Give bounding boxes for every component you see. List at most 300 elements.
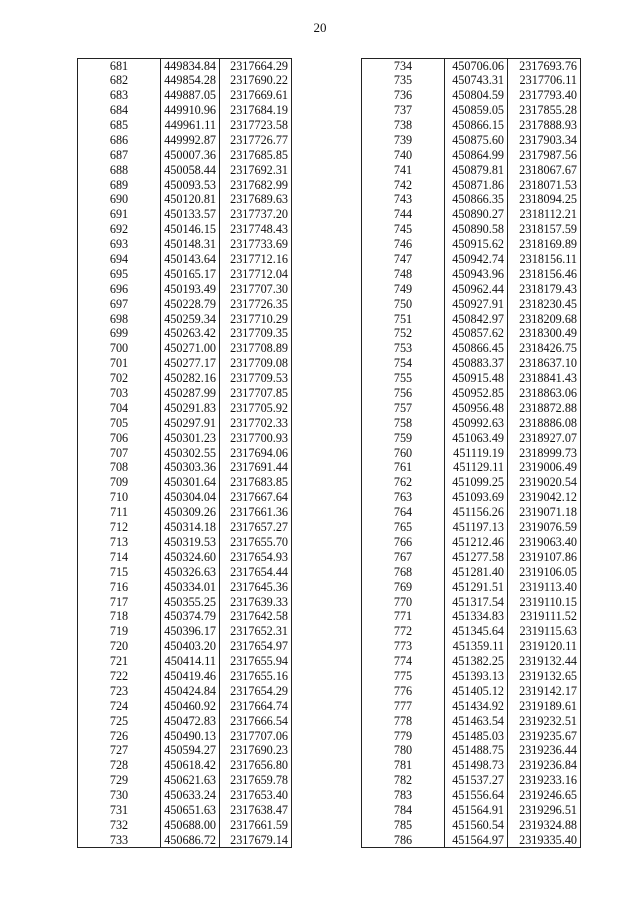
x-coordinate-cell: 451382.25: [445, 654, 508, 669]
y-coordinate-cell: 2317737.20: [220, 207, 292, 222]
point-number-cell: 774: [362, 654, 445, 669]
y-coordinate-cell: 2318112.21: [508, 207, 581, 222]
table-row: [362, 669, 581, 684]
table-row: [78, 88, 292, 103]
y-coordinate-cell: 2317682.99: [220, 178, 292, 193]
y-coordinate-cell: 2317661.59: [220, 818, 292, 833]
point-number-cell: 686: [78, 133, 161, 148]
x-coordinate-cell: 451434.92: [445, 699, 508, 714]
point-number-cell: 693: [78, 237, 161, 252]
point-number-cell: 689: [78, 178, 161, 193]
point-number-cell: 728: [78, 758, 161, 773]
x-coordinate-cell: 451556.64: [445, 788, 508, 803]
x-coordinate-cell: 450355.25: [161, 595, 220, 610]
x-coordinate-cell: 450879.81: [445, 163, 508, 178]
y-coordinate-cell: 2317654.93: [220, 550, 292, 565]
x-coordinate-cell: 450314.18: [161, 520, 220, 535]
x-coordinate-cell: 450864.99: [445, 148, 508, 163]
point-number-cell: 725: [78, 714, 161, 729]
x-coordinate-cell: 451463.54: [445, 714, 508, 729]
table-row: [362, 163, 581, 178]
point-number-cell: 776: [362, 684, 445, 699]
x-coordinate-cell: 449834.84: [161, 59, 220, 74]
y-coordinate-cell: 2317654.44: [220, 565, 292, 580]
y-coordinate-cell: 2318094.25: [508, 193, 581, 208]
table-row: [362, 729, 581, 744]
x-coordinate-cell: 450472.83: [161, 714, 220, 729]
point-number-cell: 720: [78, 639, 161, 654]
page-number: 20: [313, 20, 327, 35]
y-coordinate-cell: 2318156.46: [508, 267, 581, 282]
table-row: [78, 714, 292, 729]
table-row: [362, 118, 581, 133]
y-coordinate-cell: 2318300.49: [508, 327, 581, 342]
y-coordinate-cell: 2317710.29: [220, 312, 292, 327]
table-row: [362, 639, 581, 654]
x-coordinate-cell: 451063.49: [445, 431, 508, 446]
point-number-cell: 729: [78, 773, 161, 788]
coordinates-table-right-body: [362, 59, 581, 848]
x-coordinate-cell: 450890.27: [445, 207, 508, 222]
table-row: [362, 88, 581, 103]
table-row: [78, 550, 292, 565]
point-number-cell: 681: [78, 59, 161, 74]
x-coordinate-cell: 451560.54: [445, 818, 508, 833]
x-coordinate-cell: 450686.72: [161, 833, 220, 848]
table-row: [362, 133, 581, 148]
table-row: [78, 654, 292, 669]
point-number-cell: 745: [362, 222, 445, 237]
x-coordinate-cell: 450915.62: [445, 237, 508, 252]
table-row: [362, 312, 581, 327]
coordinates-table-left-body: [78, 59, 292, 848]
x-coordinate-cell: 450271.00: [161, 341, 220, 356]
point-number-cell: 699: [78, 327, 161, 342]
point-number-cell: 698: [78, 312, 161, 327]
table-row: [78, 312, 292, 327]
table-row: [78, 803, 292, 818]
table-row: [78, 267, 292, 282]
y-coordinate-cell: 2318067.67: [508, 163, 581, 178]
point-number-cell: 746: [362, 237, 445, 252]
y-coordinate-cell: 2317638.47: [220, 803, 292, 818]
x-coordinate-cell: 450301.64: [161, 475, 220, 490]
x-coordinate-cell: 449910.96: [161, 103, 220, 118]
point-number-cell: 718: [78, 609, 161, 624]
y-coordinate-cell: 2317654.97: [220, 639, 292, 654]
point-number-cell: 775: [362, 669, 445, 684]
table-row: [78, 103, 292, 118]
table-row: [362, 684, 581, 699]
coordinates-table-right: [361, 58, 581, 848]
x-coordinate-cell: 450165.17: [161, 267, 220, 282]
x-coordinate-cell: 450277.17: [161, 356, 220, 371]
point-number-cell: 706: [78, 431, 161, 446]
y-coordinate-cell: 2317679.14: [220, 833, 292, 848]
point-number-cell: 721: [78, 654, 161, 669]
point-number-cell: 697: [78, 297, 161, 312]
point-number-cell: 688: [78, 163, 161, 178]
point-number-cell: 784: [362, 803, 445, 818]
point-number-cell: 714: [78, 550, 161, 565]
point-number-cell: 712: [78, 520, 161, 535]
point-number-cell: 754: [362, 356, 445, 371]
y-coordinate-cell: 2319111.52: [508, 609, 581, 624]
x-coordinate-cell: 451488.75: [445, 743, 508, 758]
y-coordinate-cell: 2317705.92: [220, 401, 292, 416]
table-row: [362, 148, 581, 163]
table-row: [362, 73, 581, 88]
point-number-cell: 735: [362, 73, 445, 88]
y-coordinate-cell: 2317707.06: [220, 729, 292, 744]
x-coordinate-cell: 451359.11: [445, 639, 508, 654]
y-coordinate-cell: 2317655.70: [220, 535, 292, 550]
table-row: [78, 148, 292, 163]
point-number-cell: 782: [362, 773, 445, 788]
table-row: [78, 327, 292, 342]
x-coordinate-cell: 450093.53: [161, 178, 220, 193]
point-number-cell: 763: [362, 490, 445, 505]
table-row: [78, 252, 292, 267]
table-row: [362, 193, 581, 208]
y-coordinate-cell: 2318156.11: [508, 252, 581, 267]
x-coordinate-cell: 449887.05: [161, 88, 220, 103]
y-coordinate-cell: 2319106.05: [508, 565, 581, 580]
x-coordinate-cell: 450374.79: [161, 609, 220, 624]
y-coordinate-cell: 2318841.43: [508, 371, 581, 386]
table-row: [78, 386, 292, 401]
y-coordinate-cell: 2317690.23: [220, 743, 292, 758]
y-coordinate-cell: 2318071.53: [508, 178, 581, 193]
table-row: [78, 490, 292, 505]
y-coordinate-cell: 2319236.84: [508, 758, 581, 773]
table-row: [362, 237, 581, 252]
x-coordinate-cell: 450334.01: [161, 580, 220, 595]
x-coordinate-cell: 450688.00: [161, 818, 220, 833]
point-number-cell: 724: [78, 699, 161, 714]
point-number-cell: 730: [78, 788, 161, 803]
y-coordinate-cell: 2318169.89: [508, 237, 581, 252]
y-coordinate-cell: 2317726.35: [220, 297, 292, 312]
point-number-cell: 759: [362, 431, 445, 446]
point-number-cell: 783: [362, 788, 445, 803]
point-number-cell: 750: [362, 297, 445, 312]
table-row: [362, 565, 581, 580]
point-number-cell: 758: [362, 416, 445, 431]
y-coordinate-cell: 2319042.12: [508, 490, 581, 505]
y-coordinate-cell: 2319232.51: [508, 714, 581, 729]
table-row: [78, 505, 292, 520]
point-number-cell: 731: [78, 803, 161, 818]
x-coordinate-cell: 450419.46: [161, 669, 220, 684]
y-coordinate-cell: 2317642.58: [220, 609, 292, 624]
y-coordinate-cell: 2319296.51: [508, 803, 581, 818]
y-coordinate-cell: 2317709.08: [220, 356, 292, 371]
table-row: [78, 431, 292, 446]
y-coordinate-cell: 2319132.44: [508, 654, 581, 669]
x-coordinate-cell: 451564.91: [445, 803, 508, 818]
y-coordinate-cell: 2317855.28: [508, 103, 581, 118]
y-coordinate-cell: 2317692.31: [220, 163, 292, 178]
y-coordinate-cell: 2317694.06: [220, 446, 292, 461]
point-number-cell: 694: [78, 252, 161, 267]
y-coordinate-cell: 2317700.93: [220, 431, 292, 446]
y-coordinate-cell: 2318927.07: [508, 431, 581, 446]
table-row: [362, 609, 581, 624]
x-coordinate-cell: 450890.58: [445, 222, 508, 237]
x-coordinate-cell: 451197.13: [445, 520, 508, 535]
x-coordinate-cell: 450319.53: [161, 535, 220, 550]
y-coordinate-cell: 2317666.54: [220, 714, 292, 729]
x-coordinate-cell: 450842.97: [445, 312, 508, 327]
x-coordinate-cell: 450866.35: [445, 193, 508, 208]
point-number-cell: 734: [362, 59, 445, 74]
x-coordinate-cell: 450297.91: [161, 416, 220, 431]
y-coordinate-cell: 2318999.73: [508, 446, 581, 461]
x-coordinate-cell: 451498.73: [445, 758, 508, 773]
point-number-cell: 753: [362, 341, 445, 356]
y-coordinate-cell: 2319236.44: [508, 743, 581, 758]
y-coordinate-cell: 2317793.40: [508, 88, 581, 103]
point-number-cell: 705: [78, 416, 161, 431]
point-number-cell: 779: [362, 729, 445, 744]
table-row: [78, 669, 292, 684]
point-number-cell: 768: [362, 565, 445, 580]
point-number-cell: 742: [362, 178, 445, 193]
table-row: [78, 73, 292, 88]
y-coordinate-cell: 2317726.77: [220, 133, 292, 148]
x-coordinate-cell: 451405.12: [445, 684, 508, 699]
x-coordinate-cell: 450324.60: [161, 550, 220, 565]
y-coordinate-cell: 2317707.30: [220, 282, 292, 297]
table-row: [362, 818, 581, 833]
y-coordinate-cell: 2317987.56: [508, 148, 581, 163]
table-row: [362, 833, 581, 848]
point-number-cell: 777: [362, 699, 445, 714]
y-coordinate-cell: 2317712.16: [220, 252, 292, 267]
x-coordinate-cell: 449992.87: [161, 133, 220, 148]
table-row: [78, 818, 292, 833]
y-coordinate-cell: 2317655.16: [220, 669, 292, 684]
point-number-cell: 752: [362, 327, 445, 342]
table-row: [362, 416, 581, 431]
table-row: [78, 833, 292, 848]
point-number-cell: 709: [78, 475, 161, 490]
y-coordinate-cell: 2317702.33: [220, 416, 292, 431]
point-number-cell: 738: [362, 118, 445, 133]
x-coordinate-cell: 450301.23: [161, 431, 220, 446]
point-number-cell: 743: [362, 193, 445, 208]
table-row: [78, 773, 292, 788]
table-row: [78, 446, 292, 461]
point-number-cell: 702: [78, 371, 161, 386]
y-coordinate-cell: 2317653.40: [220, 788, 292, 803]
table-row: [78, 237, 292, 252]
point-number-cell: 785: [362, 818, 445, 833]
y-coordinate-cell: 2317639.33: [220, 595, 292, 610]
y-coordinate-cell: 2317712.04: [220, 267, 292, 282]
point-number-cell: 713: [78, 535, 161, 550]
x-coordinate-cell: 451281.40: [445, 565, 508, 580]
table-row: [362, 297, 581, 312]
x-coordinate-cell: 450309.26: [161, 505, 220, 520]
table-row: [362, 699, 581, 714]
point-number-cell: 703: [78, 386, 161, 401]
table-row: [362, 401, 581, 416]
y-coordinate-cell: 2318179.43: [508, 282, 581, 297]
x-coordinate-cell: 450058.44: [161, 163, 220, 178]
x-coordinate-cell: 450804.59: [445, 88, 508, 103]
y-coordinate-cell: 2317667.64: [220, 490, 292, 505]
x-coordinate-cell: 450651.63: [161, 803, 220, 818]
y-coordinate-cell: 2317888.93: [508, 118, 581, 133]
y-coordinate-cell: 2319235.67: [508, 729, 581, 744]
point-number-cell: 695: [78, 267, 161, 282]
y-coordinate-cell: 2317689.63: [220, 193, 292, 208]
x-coordinate-cell: 451317.54: [445, 595, 508, 610]
x-coordinate-cell: 450287.99: [161, 386, 220, 401]
y-coordinate-cell: 2317690.22: [220, 73, 292, 88]
x-coordinate-cell: 450857.62: [445, 327, 508, 342]
y-coordinate-cell: 2317693.76: [508, 59, 581, 74]
x-coordinate-cell: 450228.79: [161, 297, 220, 312]
x-coordinate-cell: 450424.84: [161, 684, 220, 699]
x-coordinate-cell: 450414.11: [161, 654, 220, 669]
table-row: [362, 59, 581, 74]
table-row: [78, 743, 292, 758]
x-coordinate-cell: 450915.48: [445, 371, 508, 386]
x-coordinate-cell: 450943.96: [445, 267, 508, 282]
y-coordinate-cell: 2319189.61: [508, 699, 581, 714]
y-coordinate-cell: 2318863.06: [508, 386, 581, 401]
x-coordinate-cell: 450460.92: [161, 699, 220, 714]
point-number-cell: 741: [362, 163, 445, 178]
y-coordinate-cell: 2317661.36: [220, 505, 292, 520]
table-row: [362, 654, 581, 669]
table-row: [78, 639, 292, 654]
table-row: [78, 297, 292, 312]
x-coordinate-cell: 451099.25: [445, 475, 508, 490]
x-coordinate-cell: 450621.63: [161, 773, 220, 788]
x-coordinate-cell: 450962.44: [445, 282, 508, 297]
point-number-cell: 748: [362, 267, 445, 282]
table-row: [78, 758, 292, 773]
x-coordinate-cell: 450866.15: [445, 118, 508, 133]
point-number-cell: 687: [78, 148, 161, 163]
point-number-cell: 755: [362, 371, 445, 386]
point-number-cell: 764: [362, 505, 445, 520]
y-coordinate-cell: 2319071.18: [508, 505, 581, 520]
point-number-cell: 708: [78, 461, 161, 476]
y-coordinate-cell: 2317709.35: [220, 327, 292, 342]
point-number-cell: 715: [78, 565, 161, 580]
y-coordinate-cell: 2317706.11: [508, 73, 581, 88]
y-coordinate-cell: 2318426.75: [508, 341, 581, 356]
point-number-cell: 683: [78, 88, 161, 103]
table-row: [78, 133, 292, 148]
x-coordinate-cell: 450396.17: [161, 624, 220, 639]
x-coordinate-cell: 451345.64: [445, 624, 508, 639]
x-coordinate-cell: 451119.19: [445, 446, 508, 461]
table-row: [362, 490, 581, 505]
y-coordinate-cell: 2317748.43: [220, 222, 292, 237]
point-number-cell: 778: [362, 714, 445, 729]
y-coordinate-cell: 2319107.86: [508, 550, 581, 565]
x-coordinate-cell: 450291.83: [161, 401, 220, 416]
x-coordinate-cell: 451537.27: [445, 773, 508, 788]
table-row: [362, 356, 581, 371]
y-coordinate-cell: 2317903.34: [508, 133, 581, 148]
y-coordinate-cell: 2317664.29: [220, 59, 292, 74]
x-coordinate-cell: 450304.04: [161, 490, 220, 505]
point-number-cell: 727: [78, 743, 161, 758]
table-row: [362, 535, 581, 550]
point-number-cell: 717: [78, 595, 161, 610]
point-number-cell: 690: [78, 193, 161, 208]
x-coordinate-cell: 450871.86: [445, 178, 508, 193]
y-coordinate-cell: 2317655.94: [220, 654, 292, 669]
table-row: [78, 282, 292, 297]
y-coordinate-cell: 2317709.53: [220, 371, 292, 386]
point-number-cell: 722: [78, 669, 161, 684]
x-coordinate-cell: 451334.83: [445, 609, 508, 624]
table-row: [362, 624, 581, 639]
x-coordinate-cell: 450952.85: [445, 386, 508, 401]
x-coordinate-cell: 451212.46: [445, 535, 508, 550]
x-coordinate-cell: 450618.42: [161, 758, 220, 773]
y-coordinate-cell: 2319246.65: [508, 788, 581, 803]
y-coordinate-cell: 2317656.80: [220, 758, 292, 773]
y-coordinate-cell: 2317691.44: [220, 461, 292, 476]
y-coordinate-cell: 2317708.89: [220, 341, 292, 356]
point-number-cell: 719: [78, 624, 161, 639]
table-row: [78, 341, 292, 356]
table-row: [362, 743, 581, 758]
table-row: [362, 386, 581, 401]
table-row: [78, 207, 292, 222]
y-coordinate-cell: 2319120.11: [508, 639, 581, 654]
point-number-cell: 700: [78, 341, 161, 356]
x-coordinate-cell: 450594.27: [161, 743, 220, 758]
x-coordinate-cell: 450992.63: [445, 416, 508, 431]
x-coordinate-cell: 450007.36: [161, 148, 220, 163]
x-coordinate-cell: 450146.15: [161, 222, 220, 237]
x-coordinate-cell: 450942.74: [445, 252, 508, 267]
point-number-cell: 692: [78, 222, 161, 237]
point-number-cell: 766: [362, 535, 445, 550]
point-number-cell: 773: [362, 639, 445, 654]
x-coordinate-cell: 450403.20: [161, 639, 220, 654]
table-row: [78, 729, 292, 744]
point-number-cell: 685: [78, 118, 161, 133]
x-coordinate-cell: 450193.49: [161, 282, 220, 297]
x-coordinate-cell: 450302.55: [161, 446, 220, 461]
point-number-cell: 696: [78, 282, 161, 297]
x-coordinate-cell: 450875.60: [445, 133, 508, 148]
x-coordinate-cell: 450633.24: [161, 788, 220, 803]
table-row: [362, 222, 581, 237]
y-coordinate-cell: 2317645.36: [220, 580, 292, 595]
point-number-cell: 737: [362, 103, 445, 118]
x-coordinate-cell: 450743.31: [445, 73, 508, 88]
x-coordinate-cell: 450927.91: [445, 297, 508, 312]
point-number-cell: 781: [362, 758, 445, 773]
point-number-cell: 711: [78, 505, 161, 520]
table-row: [362, 595, 581, 610]
y-coordinate-cell: 2317657.27: [220, 520, 292, 535]
x-coordinate-cell: 451485.03: [445, 729, 508, 744]
y-coordinate-cell: 2317652.31: [220, 624, 292, 639]
